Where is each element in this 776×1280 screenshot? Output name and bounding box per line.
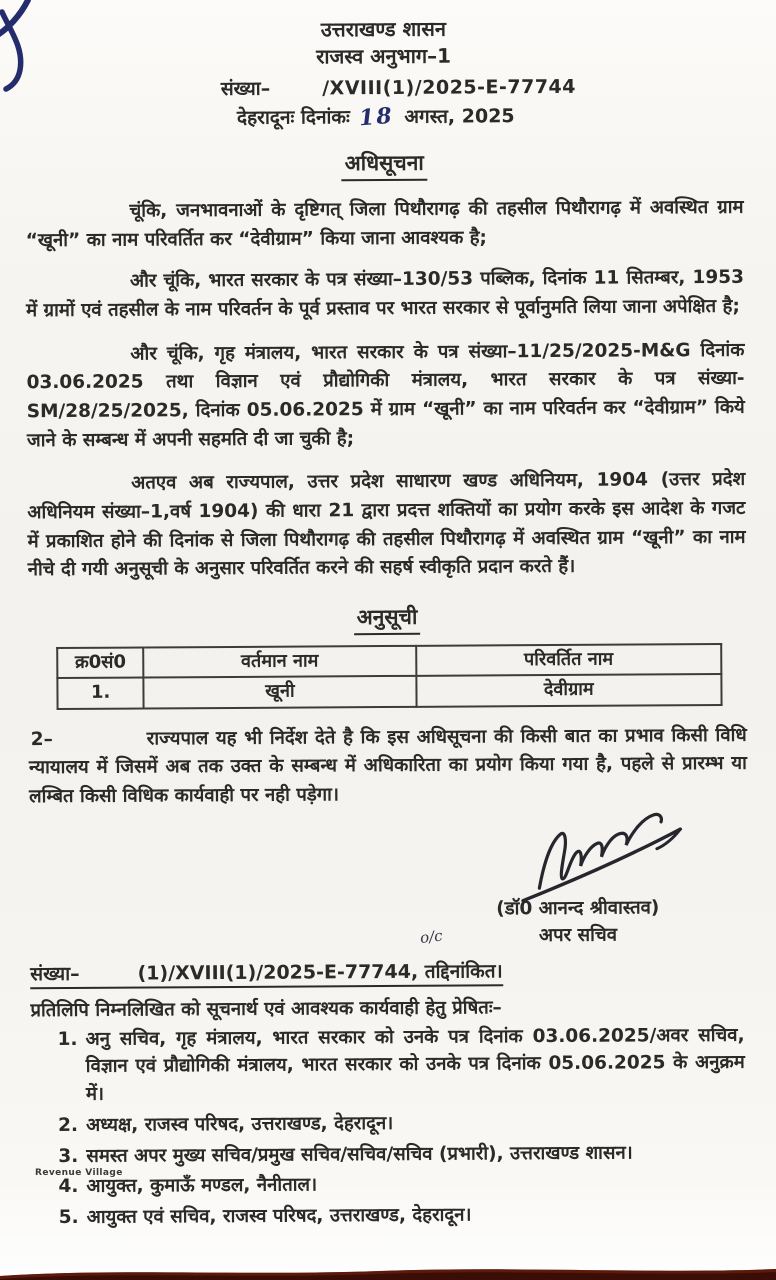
list-item [31,1108,749,1140]
notification-heading: अधिसूचना [342,149,427,182]
reference-number-value: /XVIII(1)/2025-E-77744 [322,75,577,100]
list-item [31,1138,749,1170]
handwritten-date: 18 [357,102,395,132]
footer-reference-label: संख्या– [30,962,80,985]
photo-edge-strip [0,1264,776,1280]
place-date-line [237,101,743,130]
footer-reference-line [30,955,748,988]
list-item [31,1169,749,1201]
list-item-number: 1. [57,1028,78,1050]
signatory-name: (डॉ0 आनन्द श्रीवास्तव) [496,897,660,920]
schedule-heading: अनुसूची [354,603,421,635]
reference-number-label: संख्या– [220,77,271,101]
signature-block [419,814,718,948]
header-department: राजस्व अनुभाग–1 [316,43,452,69]
paragraph-operative: अतएव अब राज्यपाल, उत्तर प्रदेश साधारण खण्ड अधिनियम, 1904 (उत्तर प्रदेश अधिनियम संख्या–1,वर्ष 1904) की धारा 21 द्वारा प्रदत्त शक्तियों का प्रयोग करके इस आदेश के गजट में प्रकाशित होने की दिनांक से जिला पिथौरागढ़ की तहसील पिथौरागढ़ में अवस्थित ग्राम “खूनी” का नाम नीचे दी गयी अनुसूची के अनुसार परिवर्तित करने की सहर्ष स्वीकृति प्रदान करते हैं। [27,469,746,581]
list-item-text: अनु सचिव, गृह मंत्रालय, भारत सरकार को उनके पत्र दिनांक 03.06.2025/अवर सचिव, विज्ञान एवं प्रौद्योगिकी मंत्रालय, भारत सरकार को उनके पत्र दिनांक 05.06.2025 के अनुक्रम में। [85,1024,745,1106]
notification-heading-wrap [25,147,743,183]
footer-reference-underlined [30,957,503,989]
oc-handwritten-mark: o/c [419,926,444,947]
signatory-title: अपर सचिव [538,924,618,946]
list-item-text: आयुक्त, कुमाऊँ मण्डल, नैनीताल। [86,1174,318,1198]
list-item-number: 3. [58,1145,79,1167]
schedule-col-current: वर्तमान नाम [144,646,416,678]
distribution-intro: प्रतिलिपि निम्नलिखित को सूचनार्थ एवं आवश्यक कार्यवाही हेतु प्रेषितः– [30,996,502,1021]
paragraph-whereas-2: और चूंकि, भारत सरकार के पत्र संख्या–130/53 पब्लिक, दिनांक 11 सितम्बर, 1953 में ग्रामों एवं तहसील के नाम परिवर्तन के पूर्व प्रस्ताव पर भारत सरकार से पूर्वानुमति लिया जाना अपेक्षित है; [26,267,745,322]
clause-2-marker: 2– [30,728,53,750]
schedule-data-row [57,674,721,708]
place-date-prefix: देहरादूनः दिनांकः [236,106,350,129]
list-item-text: अध्यक्ष, राजस्व परिषद, उत्तराखण्ड, देहरादून। [86,1112,394,1136]
footer-reference-value: (1)/XVIII(1)/2025-E-77744, तद्दिनांकित। [137,959,503,985]
schedule-cell-changed-name: देवीग्राम [416,674,722,706]
reference-number-line [221,72,743,101]
paragraph-whereas-3: और चूंकि, गृह मंत्रालय, भारत सरकार के पत्र संख्या–11/25/2025-M&G दिनांक 03.06.2025 तथा विज्ञान एवं प्रौद्योगिकी मंत्रालय, भारत सरकार के पत्र संख्या-SM/28/25/2025, दिनांक 05.06.2025 में ग्राम “खूनी” का नाम परिवर्तन कर “देवीग्राम” किये जाने के सम्बन्ध में अपनी सहमति दी जा चुकी है; [26,339,745,451]
schedule-col-changed: परिवर्तित नाम [416,644,722,676]
paragraph-whereas-1: चूंकि, जनभावनाओं के दृष्टिगत् जिला पिथौरागढ़ की तहसील पिथौरागढ़ में अवस्थित ग्राम “खूनी” का नाम परिवर्तित कर “देवीग्राम” किया जाना आवश्यक है; [25,196,744,251]
schedule-table-wrap [56,643,722,710]
schedule-header-row [57,644,721,678]
list-item-number: 4. [58,1176,79,1198]
list-item-number: 2. [58,1114,79,1136]
header-organization: उत्तराखण्ड शासन [320,16,447,42]
list-item-text: समस्त अपर मुख्य सचिव/प्रमुख सचिव/सचिव/सचिव (प्रभारी), उत्तराखण्ड शासन। [86,1142,633,1167]
list-item-text: आयुक्त एवं सचिव, राजस्व परिषद, उत्तराखण्ड, देहरादून। [86,1204,472,1229]
schedule-table [56,643,722,710]
list-item [31,1021,749,1109]
clause-2-text: राज्यपाल यह भी निर्देश देते है कि इस अधिसूचना की किसी बात का प्रभाव किसी विधि न्यायालय में जिसमें अब तक उक्त के सम्बन्ध में अधिकारिता का प्रयोग किया गया है, पहले से प्रारम्भ या लम्बित किसी विधिक कार्यवाही पर नही पड़ेगा। [28,724,747,808]
clause-2 [29,721,748,811]
schedule-col-serial: क्र0सं0 [57,648,143,679]
schedule-cell-serial: 1. [57,678,143,709]
revenue-village-watermark: Revenue Village [35,1168,123,1178]
distribution-list [31,1021,750,1232]
list-item-number: 5. [58,1207,79,1229]
schedule-heading-wrap [28,601,746,637]
list-item [32,1200,750,1232]
date-suffix: अगस्त, 2025 [404,105,515,128]
schedule-cell-current-name: खूनी [144,676,416,708]
